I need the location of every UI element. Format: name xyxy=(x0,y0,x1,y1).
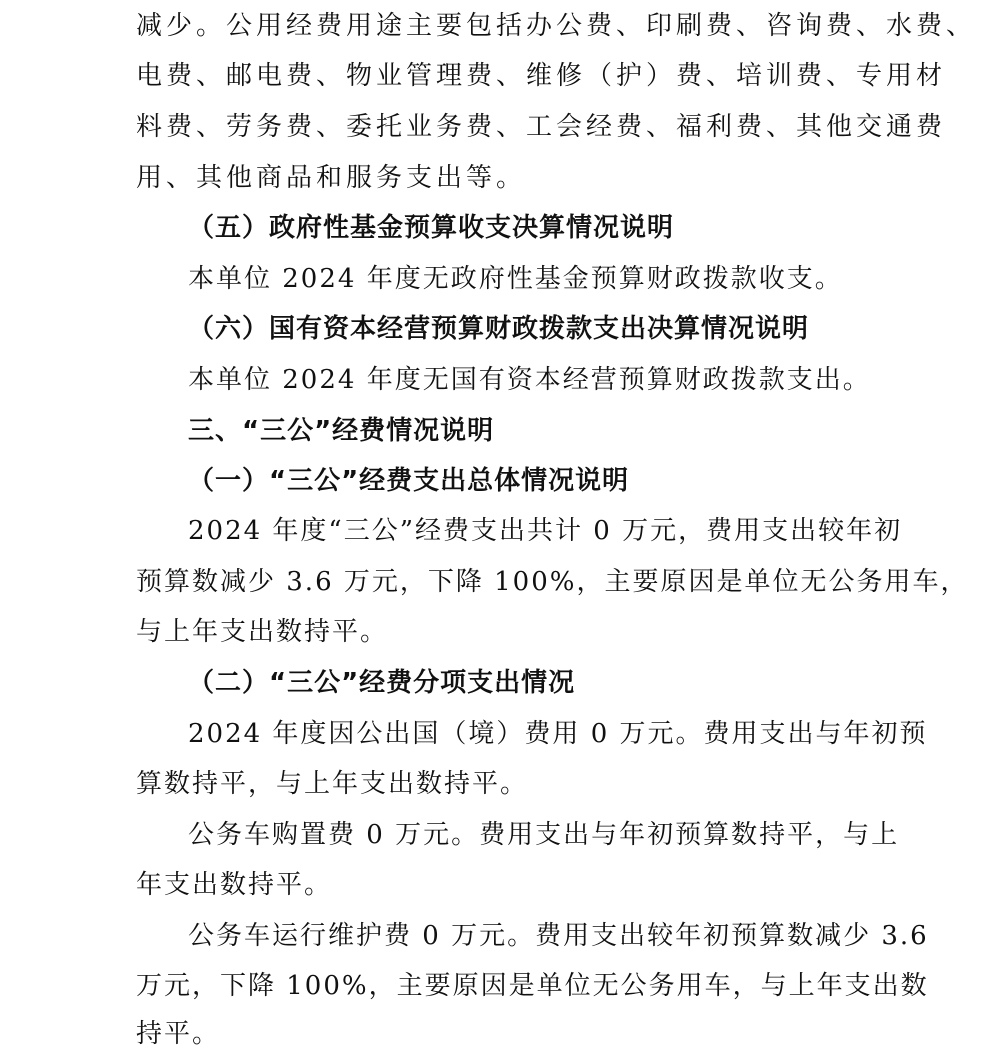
paragraph-line: 2024 年度“三公”经费支出共计 0 万元，费用支出较年初 xyxy=(188,516,903,546)
section-heading-five: （五）政府性基金预算收支决算情况说明 xyxy=(188,213,675,243)
paragraph-line: 与上年支出数持平。 xyxy=(136,617,389,647)
paragraph-line: 电费、邮电费、物业管理费、维修（护）费、培训费、专用材 xyxy=(136,61,947,91)
paragraph-line: 2024 年度因公出国（境）费用 0 万元。费用支出与年初预 xyxy=(188,719,928,749)
paragraph-line: 减少。公用经费用途主要包括办公费、印刷费、咨询费、水费、 xyxy=(136,11,977,41)
paragraph-line: 用、其他商品和服务支出等。 xyxy=(136,163,527,193)
paragraph-line: 算数持平，与上年支出数持平。 xyxy=(136,769,529,799)
paragraph-line: 公务车购置费 0 万元。费用支出与年初预算数持平，与上 xyxy=(188,820,900,850)
paragraph-line: 万元，下降 100%，主要原因是单位无公务用车，与上年支出数 xyxy=(136,971,929,1001)
paragraph-line: 持平。 xyxy=(136,1019,221,1049)
paragraph-line: 本单位 2024 年度无政府性基金预算财政拨款收支。 xyxy=(188,264,843,294)
paragraph-line: 预算数减少 3.6 万元，下降 100%，主要原因是单位无公务用车， xyxy=(136,567,969,597)
paragraph-line: 年支出数持平。 xyxy=(136,870,333,900)
section-heading-six: （六）国有资本经营预算财政拨款支出决算情况说明 xyxy=(188,314,810,344)
section-heading-three: 三、“三公”经费情况说明 xyxy=(188,416,495,446)
paragraph-line: 料费、劳务费、委托业务费、工会经费、福利费、其他交通费 xyxy=(136,112,947,142)
paragraph-line: 本单位 2024 年度无国有资本经营预算财政拨款支出。 xyxy=(188,365,871,395)
subsection-heading-one: （一）“三公”经费支出总体情况说明 xyxy=(188,466,630,496)
paragraph-line: 公务车运行维护费 0 万元。费用支出较年初预算数减少 3.6 xyxy=(188,921,929,951)
subsection-heading-two: （二）“三公”经费分项支出情况 xyxy=(188,668,576,698)
